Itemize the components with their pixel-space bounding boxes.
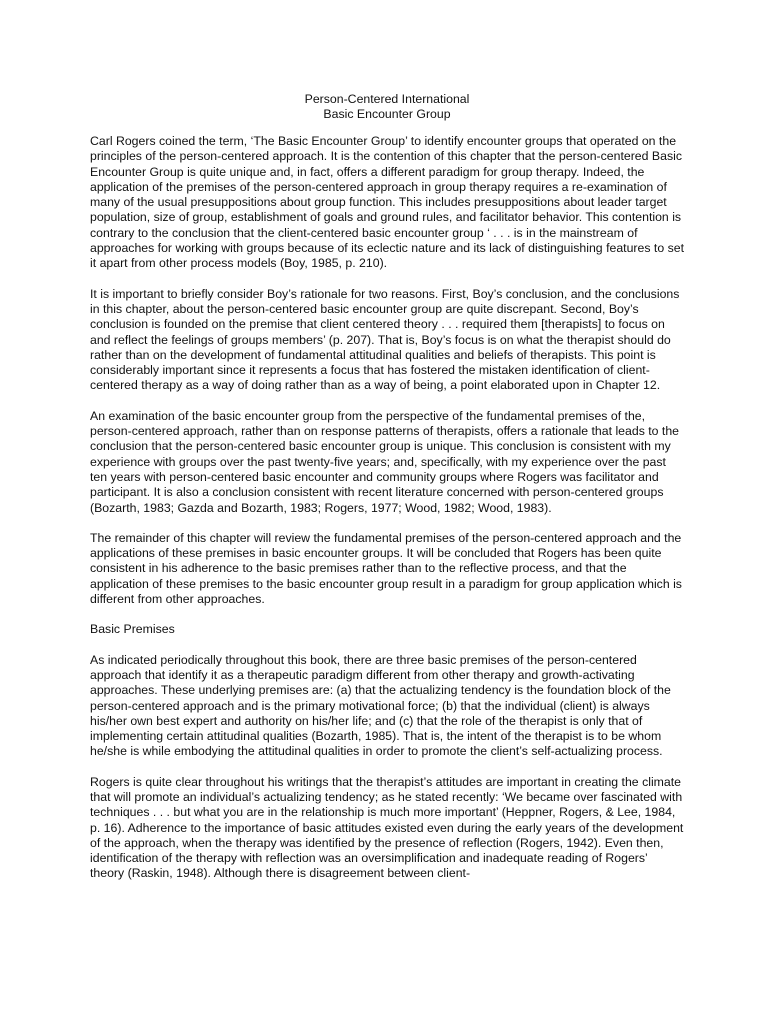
paragraph-premises-2: Rogers is quite clear throughout his writings that the therapist’s attitudes are important in creating the climate that will promote an individual’s actualizing tendency; as he stated recently: ‘We became over fascinated with techniques . . . but what you are in the relationship is much more important’ (Heppner, Rogers, & Lee, 1984, p. 16). Adherence to the importance of basic attitudes existed even during the early years of the development of the approach, when the therapy was identified by the presence of reflection (Rogers, 1942). Even then, identification of the therapy with reflection was an oversimplification and inadequate reading of Rogers’ theory (Raskin, 1948). Although there is disagreement between client- xyxy=(90,774,684,881)
paragraph-intro-3: An examination of the basic encounter group from the perspective of the fundamental premises of the, person-centered approach, rather than on response patterns of therapists, offers a rationale that leads to the conclusion that the person-centered basic encounter group is unique. This conclusion is consistent with my experience with groups over the past twenty-five years; and, specifically, with my experience over the past ten years with person-centered basic encounter and community groups where Rogers was facilitator and participant. It is also a conclusion consistent with recent literature concerned with person-centered groups (Bozarth, 1983; Gazda and Bozarth, 1983; Rogers, 1977; Wood, 1982; Wood, 1983). xyxy=(90,408,680,515)
title-line-organization: Person-Centered International xyxy=(304,92,470,106)
paragraph-intro-4: The remainder of this chapter will review the fundamental premises of the person-centered approach and the applications of these premises in basic encounter groups. It will be concluded that Rogers has been quite consistent in his adherence to the basic premises rather than to the reflective process, and that the application of these premises to the basic encounter group result in a paradigm for group application which is different from other approaches. xyxy=(90,530,682,607)
document-title xyxy=(90,92,684,122)
paragraph-intro-2: It is important to briefly consider Boy’s rationale for two reasons. First, Boy’s conclusion, and the conclusions in this chapter, about the person-centered basic encounter group are quite discrepant. Second, Boy’s conclusion is founded on the premise that client centered theory . . . required them [therapists] to focus on and reflect the feelings of groups members’ (p. 207). That is, Boy’s focus is on what the therapist should do rather than on the development of fundamental attitudinal qualities and beliefs of therapists. This point is considerably important since it represents a focus that has fostered the mistaken identification of client-centered therapy as a way of doing rather than as a way of being, a point elaborated upon in Chapter 12. xyxy=(90,286,680,393)
title-line-subject: Basic Encounter Group xyxy=(323,107,451,121)
paragraph-premises-1: As indicated periodically throughout this book, there are three basic premises of the person-centered approach that identify it as a therapeutic paradigm different from other therapy and growth-activating approaches. These underlying premises are: (a) that the actualizing tendency is the foundation block of the person-centered approach and is the primary motivational force; (b) that the individual (client) is always his/her own best expert and authority on his/her life; and (c) that the role of the therapist is only that of implementing certain attitudinal qualities (Bozarth, 1985). That is, the intent of the therapist is to be whom he/she is while embodying the attitudinal qualities in order to promote the client’s self-actualizing process. xyxy=(90,652,671,759)
section-heading: Basic Premises xyxy=(90,622,175,637)
paragraph-intro-1: Carl Rogers coined the term, ‘The Basic Encounter Group’ to identify encounter groups that operated on the principles of the person-centered approach. It is the contention of this chapter that the person-centered Basic Encounter Group is quite unique and, in fact, offers a different paradigm for group therapy. Indeed, the application of the premises of the person-centered approach in group therapy requires a re-examination of many of the usual presuppositions about group function. This includes presuppositions about leader target population, size of group, establishment of goals and ground rules, and facilitator behavior. This contention is contrary to the conclusion that the client-centered basic encounter group ‘ . . . is in the mainstream of approaches for working with groups because of its eclectic nature and its lack of distinguishing features to set it apart from other process models (Boy, 1985, p. 210). xyxy=(90,134,684,271)
